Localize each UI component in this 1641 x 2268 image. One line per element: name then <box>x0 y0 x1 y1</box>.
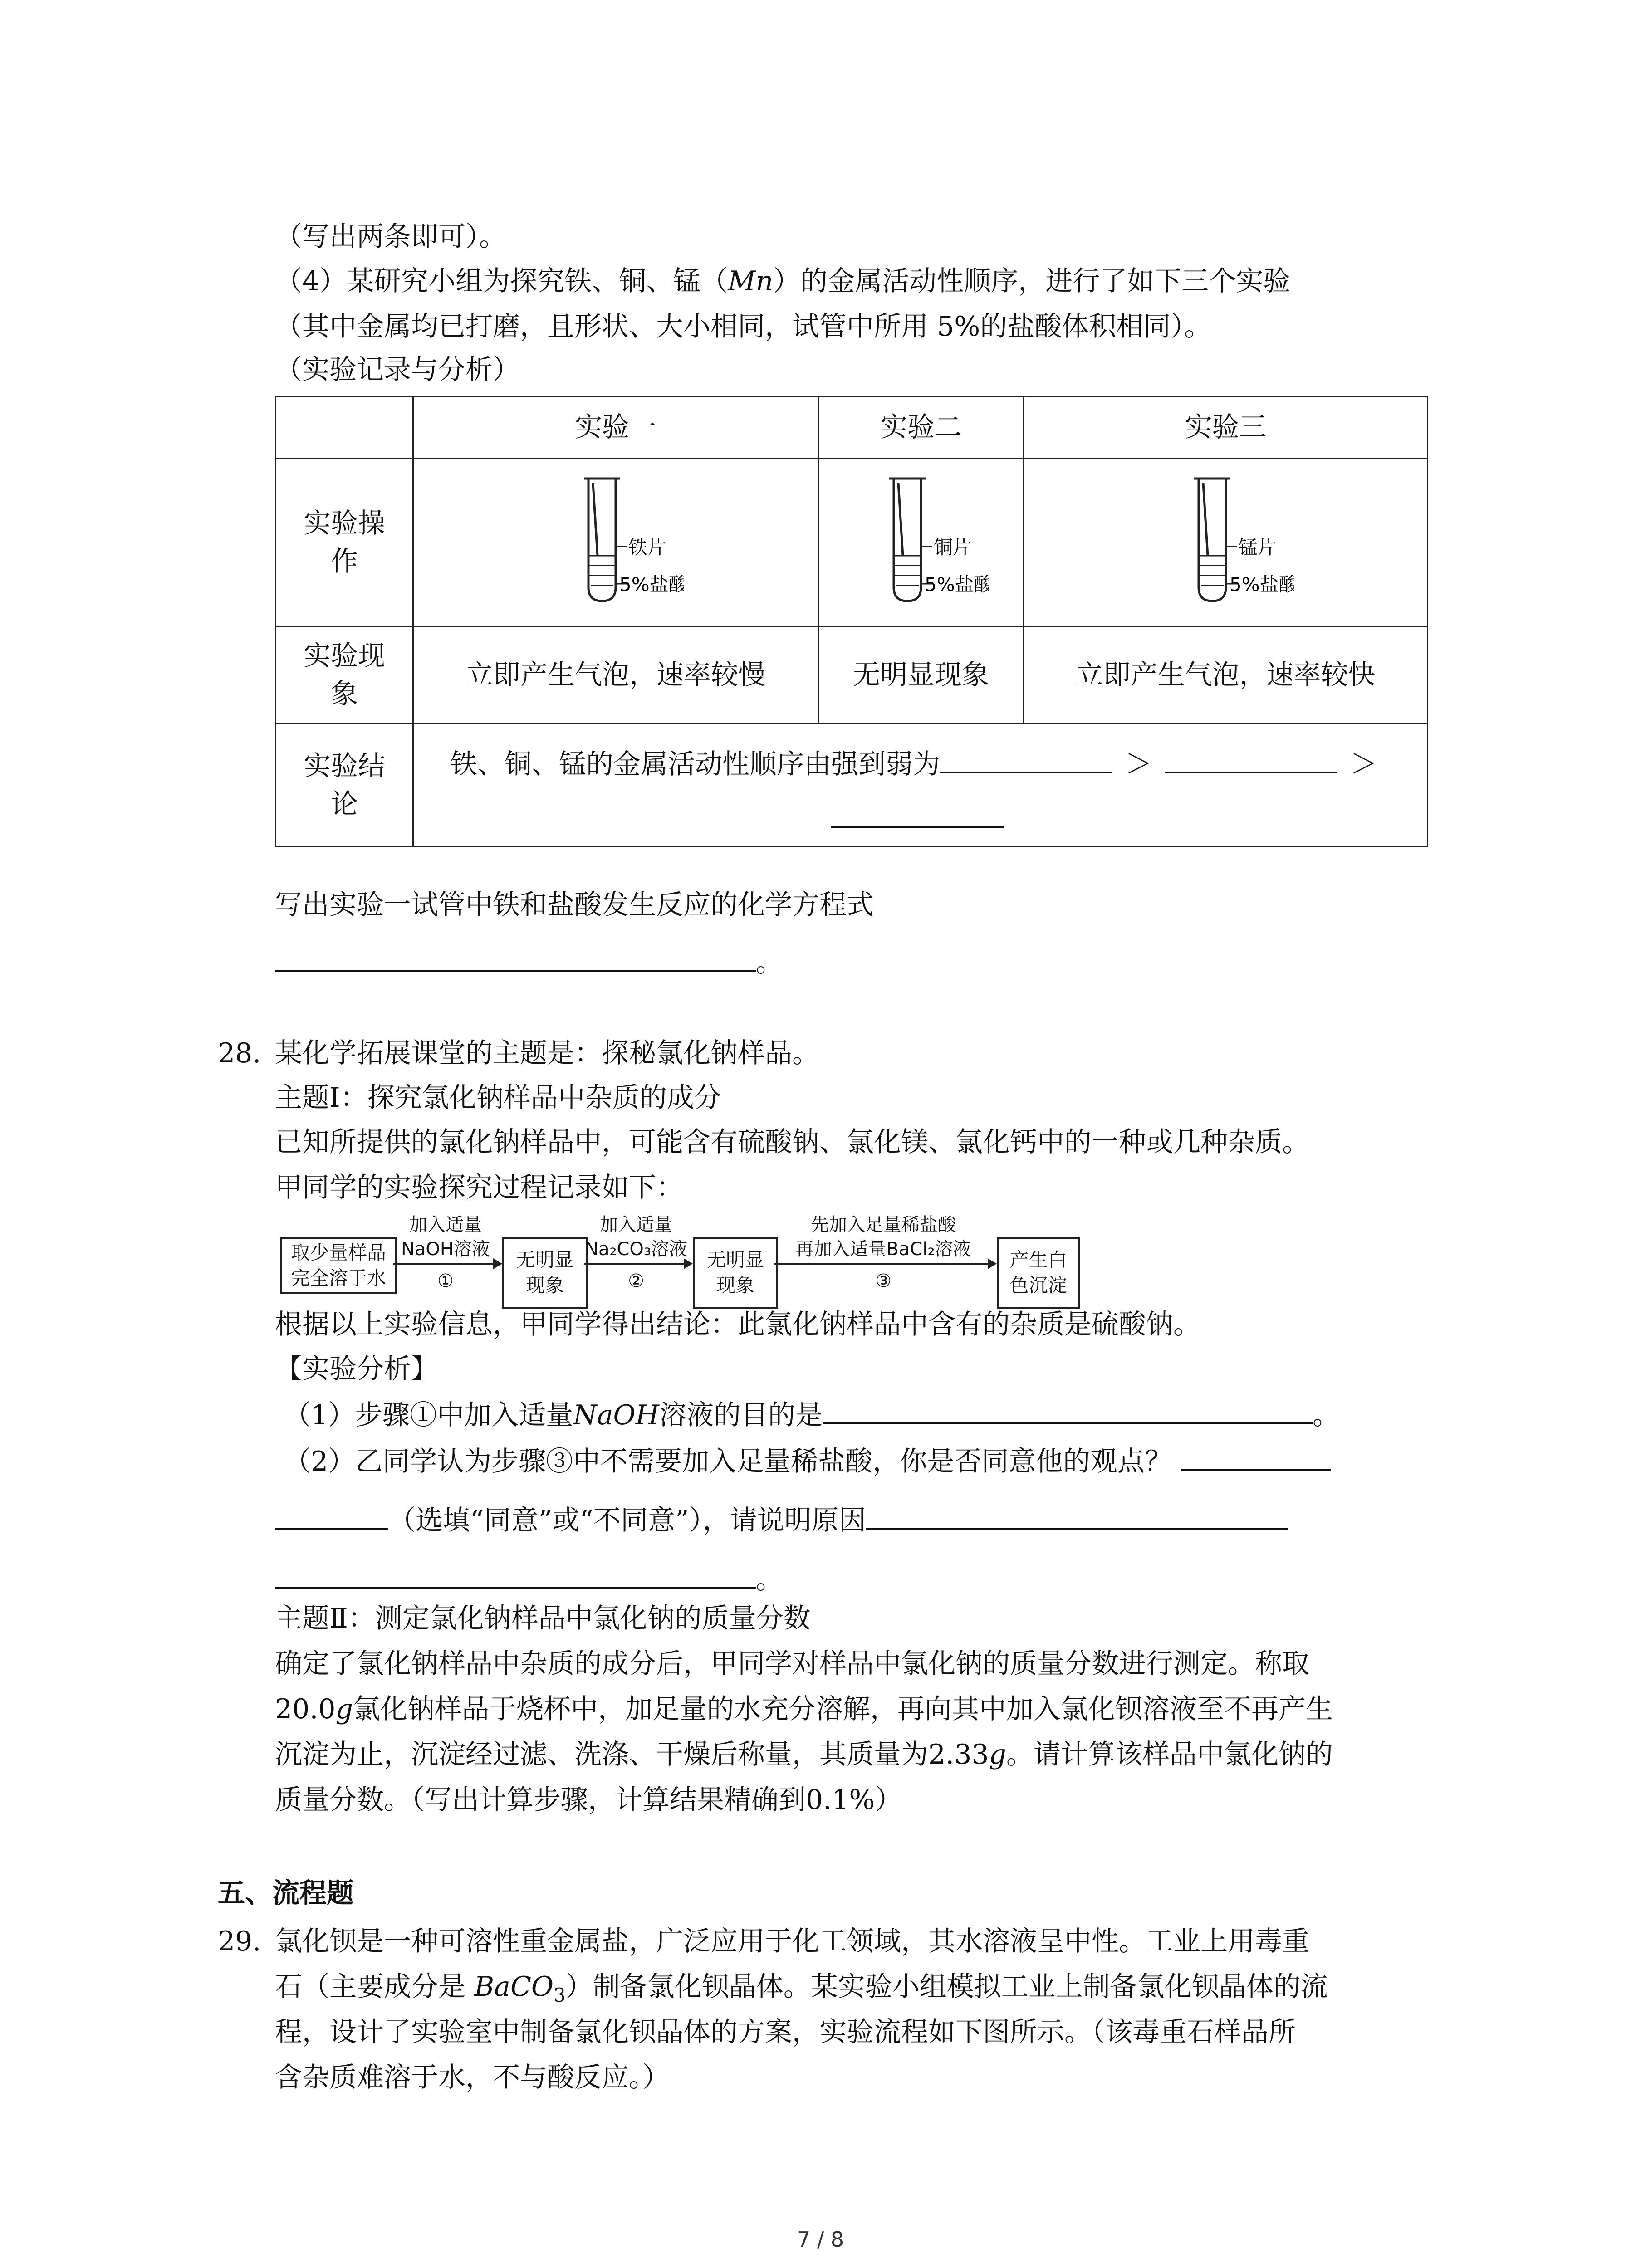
table-row-phenomenon <box>276 626 1428 724</box>
reason-blank-a[interactable] <box>866 1501 1288 1530</box>
flow-arrow1-label-mid: NaOH溶液 <box>401 1239 490 1260</box>
blank-strongest[interactable] <box>940 745 1112 773</box>
flow-arrow3-step: ③ <box>875 1271 892 1291</box>
q28-title: 某化学拓展课堂的主题是：探秘氯化钠样品。 <box>275 1037 819 1069</box>
q4-line1 <box>275 263 1290 299</box>
q28-para-line3: 沉淀为止，沉淀经过滤、洗涤、干燥后称量，其质量为2.33g。请计算该样品中氯化钠的 <box>275 1739 1333 1770</box>
q29-line2: 石（主要成分是 BaCO$_3$）制备氯化钡晶体。某实验小组模拟工业上制备氯化钡晶体的流 <box>275 1971 1328 2006</box>
tube1-metal-label: 铁片 <box>628 536 667 558</box>
header-empty <box>276 396 413 459</box>
baco3-formula: BaCO <box>474 1971 554 2003</box>
q28-sub2-cont: （选填“同意”或“不同意”），请说明原因 <box>275 1501 1288 1539</box>
table-row-operation <box>276 459 1428 626</box>
flow-box-white-precipitate: 产生白 色沉淀 <box>997 1237 1080 1309</box>
q28-sub1: （1）步骤①中加入适量NaOH溶液的目的是 。 <box>284 1396 1340 1433</box>
flow-arrow2-step: ② <box>628 1271 644 1291</box>
q4-record-label: （实验记录与分析） <box>275 354 520 386</box>
section5-heading: 五、流程题 <box>218 1877 354 1909</box>
flow-arrow3-label-top: 先加入足量稀盐酸 <box>811 1214 956 1235</box>
equation-blank[interactable] <box>275 943 756 972</box>
flow-arrow-2-icon <box>584 1255 693 1273</box>
tube2-metal-label: 铜片 <box>934 536 972 558</box>
flow-box-no-change-1: 无明显 现象 <box>502 1237 588 1309</box>
header-exp2: 实验二 <box>818 396 1024 459</box>
test-tube-iron-icon <box>548 465 684 610</box>
row-label-phenomenon: 实验现 象 <box>276 626 413 724</box>
flow-arrow1-label-top: 加入适量 <box>409 1214 482 1235</box>
test-tube-manganese-icon <box>1158 465 1294 610</box>
phenomenon-1: 立即产生气泡，速率较慢 <box>413 626 818 724</box>
q28-para-line4: 质量分数。（写出计算步骤，计算结果精确到0.1%） <box>275 1784 902 1816</box>
q28-known: 已知所提供的氯化钠样品中，可能含有硫酸钠、氯化镁、氯化钙中的一种或几种杂质。 <box>275 1126 1309 1158</box>
agree-blank-b[interactable] <box>275 1501 388 1530</box>
agree-blank-a[interactable] <box>1181 1442 1331 1471</box>
flow-arrow2-label-top: 加入适量 <box>600 1214 672 1235</box>
page-number: 7 / 8 <box>797 2227 844 2252</box>
theme2-heading: 主题Ⅱ：测定氯化钠样品中氯化钠的质量分数 <box>275 1603 811 1634</box>
tube3-metal-label: 锰片 <box>1238 536 1277 558</box>
conclusion-text: 铁、铜、锰的金属活动性顺序由强到弱为 <box>450 748 940 780</box>
tube-cell-1 <box>413 459 818 626</box>
equation-line: 。 <box>275 943 783 981</box>
blank-weakest[interactable] <box>831 800 1004 828</box>
table-row-conclusion <box>276 724 1428 847</box>
q4-line1-b: ）的金属活动性顺序，进行了如下三个实验 <box>773 265 1291 297</box>
q4-line2: （其中金属均已打磨，且形状、大小相同，试管中所用 5%的盐酸体积相同）。 <box>275 311 1212 342</box>
flow-box-no-change-2: 无明显 现象 <box>693 1237 778 1309</box>
mn-symbol: Mn <box>728 265 774 297</box>
experiment-table <box>275 396 1428 847</box>
write-two-line: （写出两条即可）。 <box>275 221 506 253</box>
flow-box-sample: 取少量样品 完全溶于水 <box>280 1237 397 1294</box>
flow-arrow-1-icon <box>393 1255 502 1273</box>
tube-cell-3 <box>1024 459 1428 626</box>
q28-number: 28. <box>218 1037 261 1069</box>
purpose-blank[interactable] <box>823 1396 1313 1424</box>
tube2-acid-label: 5%盐酸 <box>925 573 989 596</box>
q29-line1: 氯化钡是一种可溶性重金属盐，广泛应用于化工领域，其水溶液呈中性。工业上用毒重 <box>275 1926 1309 1957</box>
tube-cell-2 <box>818 459 1024 626</box>
phenomenon-3: 立即产生气泡，速率较快 <box>1024 626 1428 724</box>
reason-blank-b[interactable] <box>275 1560 756 1589</box>
header-exp1: 实验一 <box>413 396 818 459</box>
q29-line4: 含杂质难溶于水，不与酸反应。） <box>275 2062 670 2093</box>
q29-number: 29. <box>218 1926 261 1957</box>
q28-reason-line: 。 <box>275 1560 783 1598</box>
phenomenon-2: 无明显现象 <box>818 626 1024 724</box>
header-exp3: 实验三 <box>1024 396 1428 459</box>
q28-para-line1: 确定了氯化钠样品中杂质的成分后，甲同学对样品中氯化钠的质量分数进行测定。称取 <box>275 1648 1309 1680</box>
theme1-heading: 主题Ⅰ：探究氯化钠样品中杂质的成分 <box>275 1082 721 1114</box>
q4-line1-a: （4）某研究小组为探究铁、铜、锰（ <box>275 265 728 297</box>
q29-line3: 程，设计了实验室中制备氯化钡晶体的方案，实验流程如下图所示。（该毒重石样品所 <box>275 2016 1296 2048</box>
gt-sign-2: ＞ <box>1350 748 1377 780</box>
flow-arrow3-label-mid: 再加入适量BaCl₂溶液 <box>795 1239 971 1260</box>
q28-sub2: （2）乙同学认为步骤③中不需要加入足量稀盐酸，你是否同意他的观点？ <box>284 1442 1331 1480</box>
table-header-row <box>276 396 1428 459</box>
equation-prompt: 写出实验一试管中铁和盐酸发生反应的化学方程式 <box>275 889 874 921</box>
q28-para-line2: 20.0g氯化钠样品于烧杯中，加足量的水充分溶解，再向其中加入氯化钡溶液至不再产生 <box>275 1693 1333 1725</box>
flow-arrow1-step: ① <box>437 1271 454 1291</box>
q28-record: 甲同学的实验探究过程记录如下： <box>275 1172 683 1203</box>
tube1-acid-label: 5%盐酸 <box>619 573 684 596</box>
row-label-operation: 实验操 作 <box>276 459 413 626</box>
flow-arrow-3-icon <box>774 1255 997 1273</box>
gt-sign-1: ＞ <box>1125 748 1152 780</box>
naoh-formula: NaOH <box>573 1399 659 1431</box>
analysis-heading: 【实验分析】 <box>275 1353 438 1385</box>
test-tube-copper-icon <box>853 465 989 610</box>
row-label-conclusion: 实验结 论 <box>276 724 413 847</box>
q28-conclusion: 根据以上实验信息，甲同学得出结论：此氯化钠样品中含有的杂质是硫酸钠。 <box>275 1309 1200 1340</box>
flow-arrow2-label-mid: Na₂CO₃溶液 <box>585 1239 687 1260</box>
conclusion-cell <box>413 724 1428 847</box>
blank-middle[interactable] <box>1165 745 1337 773</box>
tube3-acid-label: 5%盐酸 <box>1229 573 1294 596</box>
